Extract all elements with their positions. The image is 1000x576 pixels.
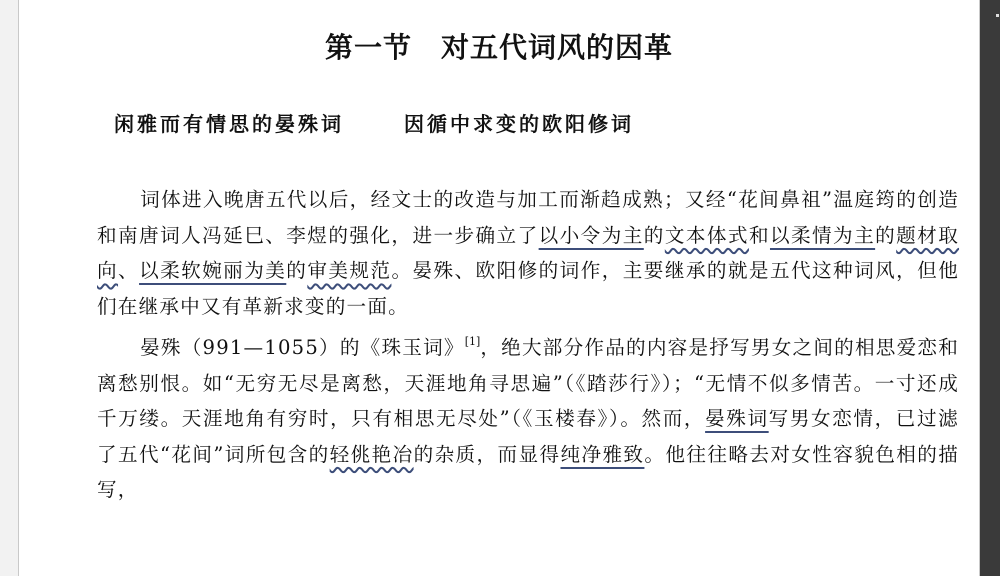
scan-right-margin (980, 0, 1000, 576)
book-page (18, 0, 980, 576)
scan-artifact (996, 14, 999, 17)
underlined-phrase: 晏殊词 (705, 407, 769, 430)
paragraph-2 (97, 324, 959, 508)
wavy-underlined-phrase: 审美规范 (307, 259, 392, 282)
text-run: 写男女恋情，已过滤了五代“花间”词所包含的 (97, 407, 959, 466)
subheading-ouyang-xiu: 因循中求变的欧阳修词 (404, 112, 634, 136)
wavy-underlined-phrase: 文本体式 (664, 223, 749, 247)
text-run: 、 (118, 259, 140, 282)
text-run: 晏殊（991—1055）的《珠玉词》 (140, 336, 465, 359)
body-text (97, 182, 959, 508)
section-title: 第一节 对五代词风的因革 (324, 31, 673, 64)
underlined-phrase: 以柔软婉丽为美 (139, 259, 287, 282)
footnote-marker: [1] (464, 335, 481, 348)
text-run: 。晏殊、欧阳修的词作，主要继承的就是五代这种词风，但他们在继承中又有革新求变的一面。 (97, 259, 959, 318)
text-run: 词体进入晚唐五代以后，经文士的改造与加工而渐趋成熟；又经“花间鼻祖”温庭筠的创造和南唐词人冯延巳、李煜的强化，进一步确立了 (97, 188, 959, 247)
text-run: 。他往往略去对女性容貌色相的描写， (97, 442, 959, 501)
subheadings (114, 108, 634, 137)
scan-left-margin (0, 0, 18, 576)
text-run: 的 (286, 259, 308, 282)
text-run: 的杂质，而显得 (413, 442, 561, 466)
underlined-phrase: 纯净雅致 (560, 442, 645, 466)
paragraph-1 (97, 182, 959, 324)
wavy-underlined-phrase: 轻佻艳冶 (329, 442, 414, 466)
underlined-phrase: 以柔情为主 (769, 223, 876, 247)
wavy-underlined-phrase: 题材取向 (97, 223, 960, 282)
text-run: 的 (643, 223, 665, 247)
text-run: ，绝大部分作品的内容是抒写男女之间的相思爱恋和离愁别恨。如“无穷无尽是离愁，天涯地角寻思遍”（《踏莎行》）；“无情不似多情苦。一寸还成千万缕。天涯地角有穷时，只有相思无尽处”（《玉楼春》）。然而， (97, 336, 959, 430)
text-run: 和 (748, 223, 770, 247)
text-run: 的 (875, 223, 897, 247)
subheading-yan-shu: 闲雅而有情思的晏殊词 (114, 112, 344, 136)
underlined-phrase: 以小令为主 (538, 223, 644, 247)
